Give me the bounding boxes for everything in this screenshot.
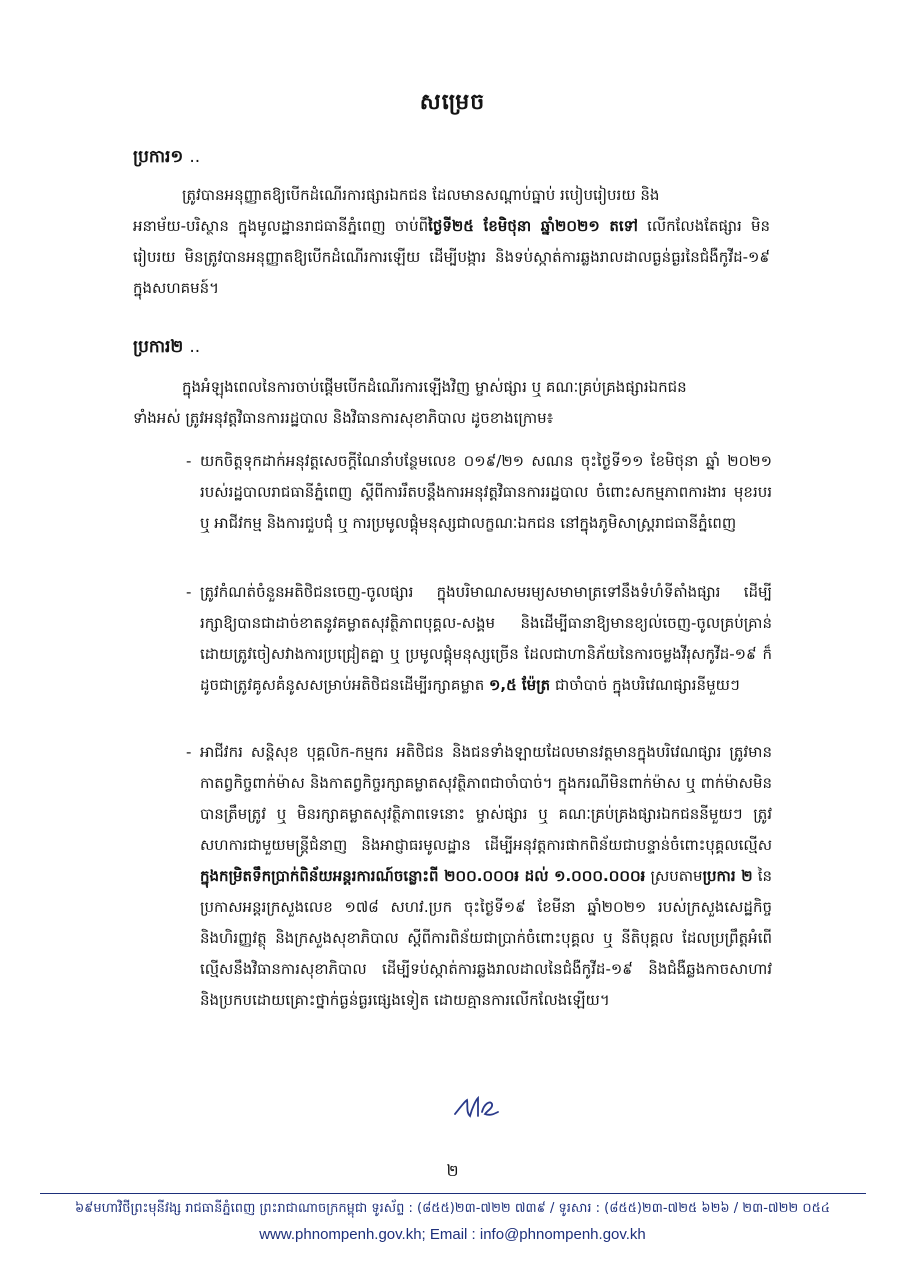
bullet-dash: -	[186, 583, 192, 601]
footer-website-email: www.phnompenh.gov.kh; Email : info@phnompenh.gov.kh	[259, 1226, 646, 1243]
bullet-3-fine-range: ក្នុងកម្រិតទឹកប្រាក់ពិន័យអន្តរការណ៍ចន្លោះពី ២០០.០០០៛ ដល់ ១.០០០.០០០៛	[200, 867, 646, 885]
bullet-dash: -	[186, 452, 192, 470]
article-1-first-line: ត្រូវបានអនុញ្ញាតឱ្យបើកដំណើរការផ្សារឯកជន ដែលមានសណ្តាប់ធ្នាប់ របៀបរៀបរយ និង	[182, 186, 660, 204]
article-1-label: ប្រការ១	[133, 147, 184, 167]
article-1-heading	[133, 146, 200, 171]
article-1-dots: ..	[189, 147, 201, 167]
bullet-2-distance: ១,៥ ម៉ែត្រ	[489, 676, 551, 694]
article-2-intro	[133, 372, 770, 434]
article-1-paragraph	[133, 180, 770, 304]
bullet-1-text: យកចិត្តទុកដាក់អនុវត្តសេចក្តីណែនាំបន្ថែមលេខ ០១៩/២១ សណន ចុះថ្ងៃទី១១ ខែមិថុនា ឆ្នាំ ២០២១ របស់រដ្ឋបាលរាជធានីភ្នំពេញ ស្តីពីការរឹតបន្តឹងការអនុវត្តវិធានការរដ្ឋបាល ចំពោះសកម្មភាពការងារ មុខរបរ ឬ អាជីវកម្ម និងការជួបជុំ ឬ ការប្រមូលផ្តុំមនុស្សជាលក្ខណៈឯកជន នៅក្នុងភូមិសាស្ត្ររាជធានីភ្នំពេញ	[200, 452, 772, 532]
article-2-intro-first: ក្នុងអំឡុងពេលនៃការចាប់ផ្តើមបើកដំណើរការឡើងវិញ ម្ចាស់ផ្សារ ឬ គណៈគ្រប់គ្រងផ្សារឯកជន	[182, 378, 687, 396]
bullet-3-article-ref: ប្រការ ២	[702, 867, 753, 885]
article-2-label: ប្រការ២	[133, 337, 184, 357]
article-2-intro-rest: ទាំងអស់ ត្រូវអនុវត្តវិធានការរដ្ឋបាល និងវិធានការសុខាភិបាល ដូចខាងក្រោម៖	[133, 409, 554, 427]
bullet-3-text-c: នៃប្រកាសអន្តរក្រសួងលេខ ១៧៨ សហវ.ប្រក ចុះថ្ងៃទី១៩ ខែមីនា ឆ្នាំ២០២១ របស់ក្រសួងសេដ្ឋកិច្ចនិងហិរញ្ញវត្ថុ និងក្រសួងសុខាភិបាល ស្តីពីការពិន័យជាប្រាក់ចំពោះបុគ្គល ឬ នីតិបុគ្គល ដែលប្រព្រឹត្តអំពើល្មើសនឹងវិធានការសុខាភិបាល ដើម្បីទប់ស្កាត់ការឆ្លងរាលដាលនៃជំងឺកូវីដ-១៩ និងជំងឺឆ្លងកាចសាហាវ និងប្រកបដោយគ្រោះថ្នាក់ធ្ងន់ធ្ងរផ្សេងទៀត ដោយគ្មានការលើកលែងឡើយ។	[200, 867, 772, 1009]
initials-signature-icon	[452, 1092, 500, 1122]
article-2-bullet-3	[186, 737, 772, 1016]
page-number: ២	[446, 1161, 459, 1180]
article-1-date: ថ្ងៃទី២៥ ខែមិថុនា ឆ្នាំ២០២១ តទៅ	[428, 217, 638, 235]
article-1-text-b: លើកលែងតែផ្សារ មិនរៀបរយ មិនត្រូវបានអនុញ្ញាតឱ្យបើកដំណើរការឡើយ ដើម្បីបង្ការ និងទប់ស្កាត់ការឆ្លងរាលដាលធ្ងន់ធ្ងរនៃជំងឺកូវីដ-១៩ ក្នុងសហគមន៍។	[133, 217, 771, 297]
bullet-dash: -	[186, 743, 192, 761]
footer-address: ៦៩មហាវិថីព្រះមុនីវង្ស រាជធានីភ្នំពេញ ព្រះរាជាណាចក្រកម្ពុជា ទូរស័ព្ទ : (៨៥៥)២៣-៧២២ ៧៣៩ / ទូរសារ : (៨៥៥)២៣-៧២៥ ៦២៦ / ២៣-៧២២ ០៥៤	[74, 1201, 831, 1216]
footer-divider	[40, 1193, 866, 1194]
article-1-text-a: អនាម័យ-បរិស្ថាន ក្នុងមូលដ្ឋានរាជធានីភ្នំពេញ ចាប់ពី	[133, 217, 429, 235]
bullet-3-text-b: ស្របតាម	[645, 867, 703, 885]
article-2-heading	[133, 336, 200, 361]
bullet-3-text-a: អាជីវករ សន្តិសុខ បុគ្គលិក-កម្មករ អតិថិជន និងជនទាំងឡាយដែលមានវត្តមានក្នុងបរិវេណផ្សារ ត្រូវមានកាតព្វកិច្ចពាក់ម៉ាស និងកាតព្វកិច្ចរក្សាគម្លាតសុវត្ថិភាពជាចាំបាច់។ ក្នុងករណីមិនពាក់ម៉ាស ឬ ពាក់ម៉ាសមិនបានត្រឹមត្រូវ ឬ មិនរក្សាគម្លាតសុវត្ថិភាពទេនោះ ម្ចាស់ផ្សារ ឬ គណៈគ្រប់គ្រងផ្សារឯកជននីមួយៗ ត្រូវសហការជាមួយមន្ត្រីជំនាញ និងអាជ្ញាធរមូលដ្ឋាន ដើម្បីអនុវត្តការផាកពិន័យជាបន្ទាន់ចំពោះបុគ្គលល្មើស	[200, 743, 772, 854]
bullet-2-text-b: ជាចាំបាច់ ក្នុងបរិវេណផ្សារនីមួយៗ	[550, 676, 740, 694]
decision-title: សម្រេច	[419, 90, 486, 115]
article-2-bullet-2	[186, 577, 772, 701]
article-2-dots: ..	[189, 337, 201, 357]
article-2-bullet-1	[186, 446, 772, 539]
bullet-2-text-a: ត្រូវកំណត់ចំនួនអតិថិជនចេញ-ចូលផ្សារ ក្នុងបរិមាណសមរម្យសមាមាត្រទៅនឹងទំហំទីតាំងផ្សារ ដើម្បីរក្សាឱ្យបានជាដាច់ខាតនូវគម្លាតសុវត្ថិភាពបុគ្គល-សង្គម និងដើម្បីធានាឱ្យមានខ្យល់ចេញ-ចូលគ្រប់គ្រាន់ ដោយត្រូវចៀសវាងការប្រជ្រៀតគ្នា ឬ ប្រមូលផ្តុំមនុស្សច្រើន ដែលជាហានិភ័យនៃការចម្លងវីរុសកូវីដ-១៩ ក៏ដូចជាត្រូវគូសគំនូសសម្រាប់អតិថិជនដើម្បីរក្សាគម្លាត	[200, 583, 772, 694]
